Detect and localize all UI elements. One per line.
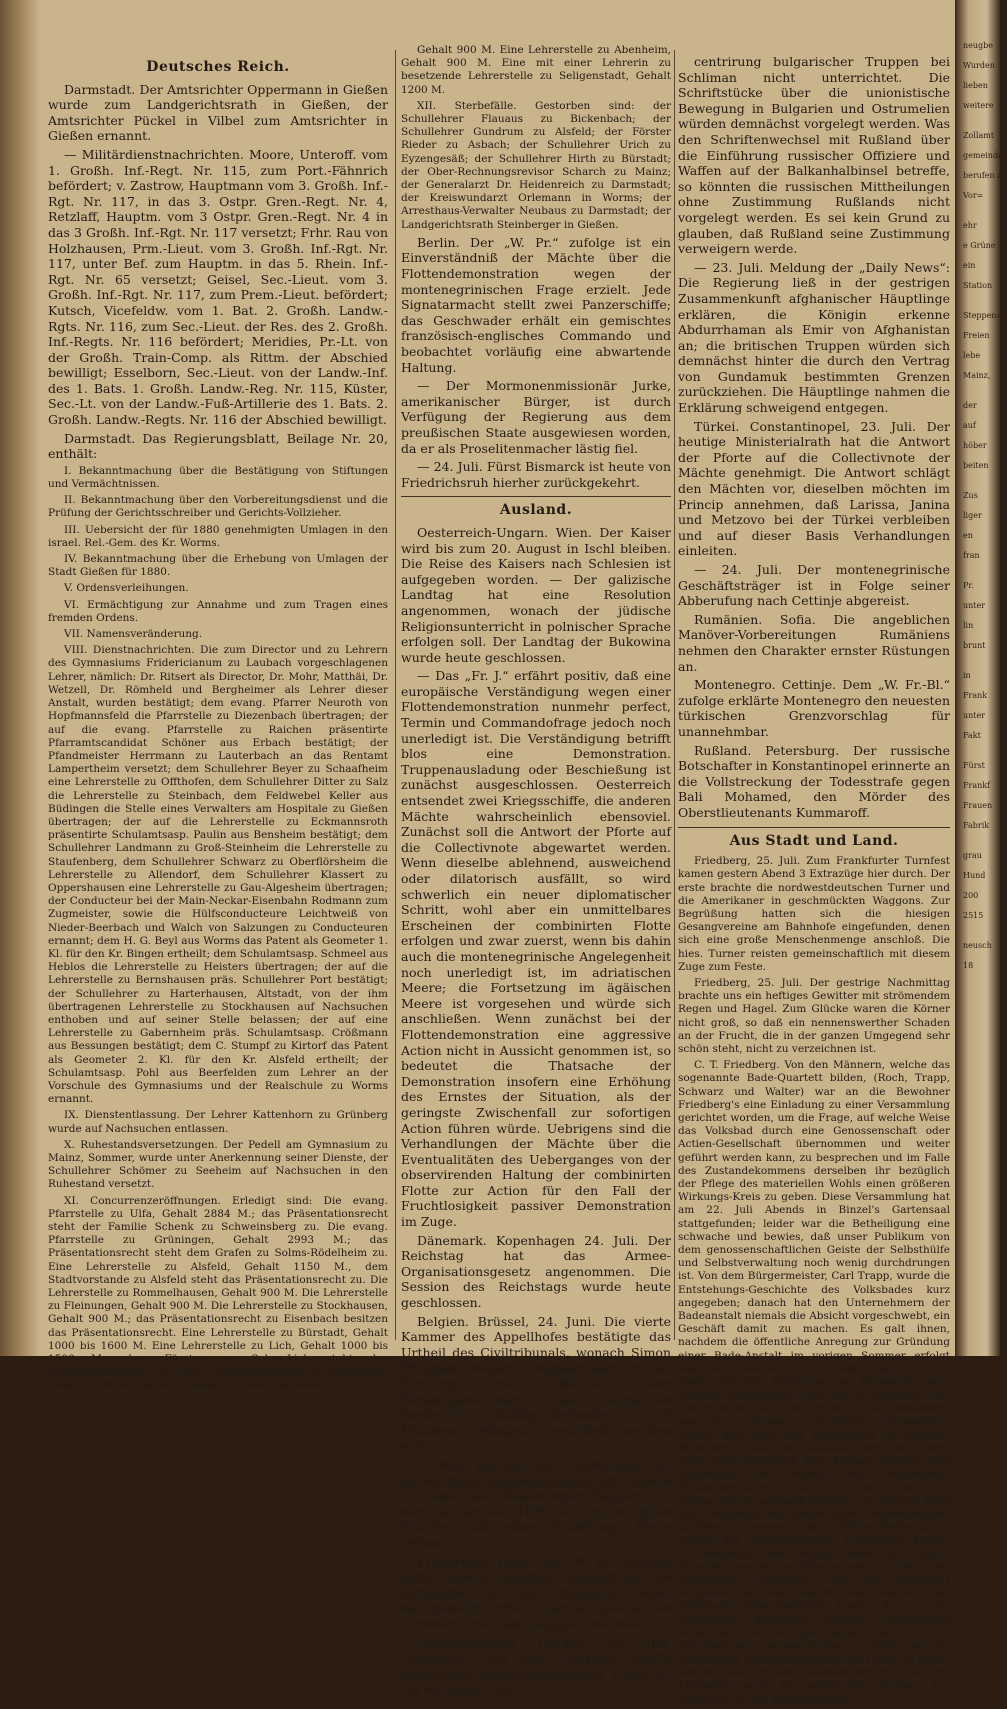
edge-strip-fragment: grau: [963, 851, 982, 860]
notice-item: XII. Sterbefälle. Gestorben sind: der Schullehrer Flauaus zu Bickenbach; der Schullehrer Gundrum zu Alsfeld; der Förster Rieder zu Asbach; der Schullehrer Urich zu Eyzengesäß; der Schullehrer Hirth zu Bürstadt; der Ober-Rechnungsrevisor Scharch zu Mainz; der Generalarzt Dr. Heidenreich zu Darmstadt; der Kreiswundarzt Orlemann in Worms; der Arresthaus-Verwalter Neubaus zu Darmstadt; der Landgerichtsrath Steinberger in Gießen.: [401, 99, 671, 231]
edge-strip-fragment: Mainz,: [963, 371, 991, 380]
article-paragraph: Berlin. Der „W. Pr.“ zufolge ist ein Einverständniß der Mächte über die Flottendemonstration wegen der montenegrinischen Frage erzielt. Jede Signatarmacht stellt zwei Panzerschiffe; das Geschwader erhält ein gemischtes französisch-englisches Commando und beobachtet vorläufig eine abwartende Haltung.: [401, 234, 671, 375]
article-paragraph: Frankreich. Paris. Der „W. Pr.“ zufolge hätte General Bourbaki unlängst um die Aufnahme in das russische Heer nachgesucht, erhielt aber aus politischen Gründen einen abschlägigen Bescheid.: [401, 1553, 671, 1631]
article-paragraph: centrirung bulgarischer Truppen bei Schliman nicht unterrichtet. Die Schriftstücke über die unionistische Bewegung in Bulgarien und Ostrumelien würden demnächst vorgelegt werden. Was den Schriftenwechsel mit Rußland über die Einführung russischer Offiziere und Waffen auf der Balkanhalbinsel betreffe, so könnten die russischen Mittheilungen ohne Zustimmung Rußlands nicht vorgelegt werden. Es sei kein Grund zu glauben, daß Rußland seine Zustimmung verweigern werde.: [678, 54, 950, 257]
edge-strip-fragment: Zollamt: [963, 131, 995, 140]
article-paragraph: — Militärdienstnachrichten. Moore, Unteroff. vom 1. Großh. Inf.-Regt. Nr. 115, zum Port.-Fähnrich befördert; v. Zastrow, Hauptmann vom 3. Großh. Inf.-Rgt. Nr. 117, in das 3. Ostpr. Gren.-Regt. Nr. 4, Retzlaff, Hauptm. vom 3 Ostpr. Gren.-Regt. Nr. 4 in das 3 Großh. Inf.-Rgt. Nr. 117 versetzt; Frhr. Rau von Holzhausen, Prm.-Lieut. vom 3. Großh. Inf.-Rgt. Nr. 117, unter Bef. zum Hauptm. in das 5. Rhein. Inf.-Rgt. Nr. 65 versetzt; Geisel, Sec.-Lieut. vom 3. Großh. Inf.-Rgt. Nr. 117, zum Prem.-Lieut. befördert; Kutsch, Vicefeldw. vom 1. Bat. 2. Großh. Landw.-Rgts. Nr. 116, zum Sec.-Lieut. der Res. des 2. Großh. Inf.-Regts. Nr. 116 befördert; Meridies, Pr.-Lt. von der Großh. Train-Comp. als Rittm. der Abschied bewilligt; Esselborn, Sec.-Lieut. von der Landw.-Inf. des 1. Bats. 1. Großh. Landw.-Reg. Nr. 115, Küster, Sec.-Lt. von der Landw.-Fuß-Artillerie des 1. Bats. 2. Großh. Landw.-Regts. Nr. 116 der Abschied bewilligt.: [48, 146, 388, 428]
edge-strip-fragment: weitere: [963, 101, 994, 110]
edge-strip-fragment: 18: [963, 961, 974, 970]
local-news-item: C. T. Friedberg. Von den Männern, welche das sogenannte Bade-Quartett bilden, (Roch, Trapp, Schwarz und Walter) war an die Bewohner Friedberg's eine Einladung zu einer Versammlung gerichtet worden, um die Frage, auf welche Weise das Volksbad durch eine Genossenschaft oder Actien-Gesellschaft übernommen und weiter geführt werden kann, zu besprechen und im Falle des Zustandekommens derselben ihr bezüglich der Pflege des materiellen Wohls einen größeren Wirkungs-Kreis zu geben. Diese Versammlung hat am 22. Juli Abends in Binzel's Gartensaal stattgefunden; leider war die Betheiligung eine schwache und bewies, daß unser Publikum von dem genossenschaftlichen Geiste der Selbsthülfe und Selbstverwaltung noch wenig durchdrungen ist. Von dem Bürgermeister, Carl Trapp, wurde die Entstehungs-Geschichte des Volksbades kurz angegeben; danach hat den Unternehmern der Badeanstalt niemals die Absicht vorgeschwebt, ein Geschäft damit zu machen. Es galt ihnen, nachdem die öffentliche Anregung zur Gründung einer Bade-Anstalt im vorigen Sommer erfolgt war, rasch eine solche zu schaffen und nicht die beste Zeit mit Abhaltung von Versammlungen, Statuten-Berathungen und dgl. zu verlieren. Das Unternehmen hat seine Probezeit gut bestanden; wie von G. Schwarz mit Ziffern nachgewiesen wurde, gibt auch ihre Rentabilität zu keinerlei Bedenken Anlaß. Das Volksbad wird ihm jedem Jahre mehr Bedürfniß aller Klassen werden; eine Steigerung der hieraus sich ergebenden Einnahmen wird die natürliche Folge sein. — G. Ermus gibt zu erwägen anheim, ob nicht im Falle der Gründung der projektirten Genossenschaft größeres Interesse und größere Betheiligung seitens der Einwohnerschaft Friedberg's hierfür zu erwarten sein würde, wenn der Zweck derselben weiter gegriffen würde. Nachdem der Vorsitzende hervorhob, daß ein derartiges Vorgehen mit der Absicht der Besitzer des Volksbades übereinstimme, fanden die von Dr. Weckerling gestellten Anträge einstimmige Annahme. Die Anträge gehen dahin, 1) in Friedberg eine Genossenschaft zur Förderung der öffentlichen Gesundheitspflege ins Leben zu rufen, welche zunächst das Volksbad erwirbt und ihre Thätigkeit nach der erwähnten Richtung hin erweitert; 2) den gegenwärtigen: [678, 1059, 950, 1705]
article-paragraph: Großbritannien. London, 23. Juli. Unterhaus. Auf eine Anfrage Wolff's antwortete Unterstaatssecretär Dilke, er sei von einer Con-: [401, 1634, 671, 1697]
edge-strip-fragment: gemeinde: [963, 151, 1003, 160]
notice-item: V. Ordensverleihungen.: [64, 582, 189, 595]
notice-item: II. Bekanntmachung über den Vorbereitungsdienst und die Prüfung der Gerichtsschreiber und Gerichts-Vollzieher.: [48, 494, 388, 520]
article-paragraph: — 24. Juli. Der montenegrinische Geschäftsträger ist in Folge seiner Abberufung nach Cettinje abgereist.: [678, 562, 950, 609]
page-gutter-shadow: [0, 0, 40, 1356]
section-rule: [678, 827, 950, 828]
article-paragraph: Oesterreich-Ungarn. Wien. Der Kaiser wird bis zum 20. August in Ischl bleiben. Die Reise des Kaisers nach Schlesien ist aufgegeben worden. — Der galizische Landtag hat eine Resolution angenommen, wonach der jüdische Religionsunterricht in polnischer Sprache erfolgen soll. Der Landtag der Bukowina wurde heute geschlossen.: [401, 524, 671, 665]
article-paragraph: Belgien. Brüssel, 24. Juni. Die vierte Kammer des Appellhofes bestätigte das Urtheil des Civiltribunals, wonach Simon Philippart wegen Irregularitäten in der Führung der Bücher und Börsenoperationen des einfachen Bankerots schuldig befunden, zu 6 Monaten Gefängniß verurtheilt worden war.: [401, 1313, 671, 1454]
edge-strip-fragment: liger: [963, 511, 982, 520]
notice-item: VII. Namensveränderung.: [64, 628, 203, 641]
edge-strip-fragment: Freien: [963, 331, 990, 340]
edge-strip-fragment: lin: [963, 621, 974, 630]
edge-strip-fragment: Frankf: [963, 781, 991, 790]
edge-strip-fragment: Steppen=: [963, 311, 1004, 320]
edge-strip-fragment: Fabrik: [963, 821, 990, 830]
edge-strip-fragment: Fürst: [963, 761, 985, 770]
notice-item: VI. Ermächtigung zur Annahme und zum Tragen eines fremden Ordens.: [48, 598, 388, 624]
section-heading: Deutsches Reich.: [146, 59, 290, 75]
column-3: [678, 54, 950, 1709]
edge-strip-fragment: ein: [963, 261, 976, 270]
column-divider: [674, 50, 675, 1340]
edge-strip-fragment: ehr: [963, 221, 977, 230]
edge-strip-fragment: e Grüne: [963, 241, 996, 250]
notice-item: Gehalt 900 M. Eine Lehrerstelle zu Abenheim, Gehalt 900 M. Eine mit einer Lehrerin zu besetzende Lehrerstelle zu Seligenstadt, Gehalt 1200 M.: [401, 44, 671, 96]
column-1: [48, 56, 388, 1396]
edge-strip-fragment: Frauen: [963, 801, 993, 810]
article-paragraph: Rumänien. Sofia. Die angeblichen Manöver-Vorbereitungen Rumäniens nehmen den Charakter ernster Rüstungen an.: [678, 611, 950, 674]
notice-item: III. Uebersicht der für 1880 genehmigten Umlagen in den israel. Rel.-Gem. des Kr. Worms.: [48, 523, 388, 549]
article-paragraph: Montenegro. Cettinje. Dem „W. Fr.-Bl.“ zufolge erklärte Montenegro den neuesten türkischen Grenzvorschlag für unannehmbar.: [678, 677, 950, 739]
edge-strip-fragment: en: [963, 531, 973, 540]
edge-strip-fragment: der: [963, 401, 977, 410]
edge-strip-fragment: unter: [963, 601, 986, 610]
edge-strip-fragment: unter: [963, 711, 986, 720]
edge-strip-fragment: in: [963, 671, 971, 680]
section-heading: Ausland.: [499, 502, 573, 519]
section-heading: Aus Stadt und Land.: [729, 832, 899, 849]
edge-strip-fragment: Pr.: [963, 581, 974, 590]
edge-strip-fragment: auf: [963, 421, 976, 430]
article-paragraph: — Man bereitet im Ministerium der auswärtigen Angelegenheiten ein Exposé vor über alle Beziehungen Belgiens zu dem Vatican seit 1830 bis zum erfolgten Bruche, mit einer Einleitung Frere Orbans.: [401, 1456, 671, 1550]
local-news-item: Friedberg, 25. Juli. Der gestrige Nachmittag brachte uns ein heftiges Gewitter mit strömendem Regen und Hagel. Zum Glücke waren die Körner nicht groß, so daß ein nennenswerther Schaden an der Frucht, die in der ganzen Umgegend sehr schön steht, nicht zu verzeichnen ist.: [678, 976, 950, 1055]
local-news-item: Friedberg, 25. Juli. Zum Frankfurter Turnfest kamen gestern Abend 3 Extrazüge hier durch. Der erste brachte die nordwestdeutschen Turner und die Amerikaner in geschmückten Waggons. Zur Begrüßung hatten sich die hiesigen Gesangvereine am Bahnhofe eingefunden, denen sich eine große Menschenmenge anschloß. Die hies. Turner reisten gemeinschaftlich mit diesem Zuge zum Feste.: [678, 855, 950, 973]
article-paragraph: Türkei. Constantinopel, 23. Juli. Der heutige Ministerialrath hat die Antwort der Pforte auf die Collectivnote der Mächte genehmigt. Die Antwort schlägt den Mächten vor, dieselben möchten im Princip annehmen, daß Larissa, Janina und Metzovo bei der Türkei verbleiben und auf dieser Basis Verhandlungen einleiten.: [678, 418, 950, 559]
edge-strip-fragment: brunt: [963, 641, 986, 650]
edge-strip-fragment: höber: [963, 441, 987, 450]
edge-strip-fragment: berufen zu: [963, 171, 1007, 180]
article-paragraph: — 24. Juli. Fürst Bismarck ist heute von Friedrichsruh hierher zurückgekehrt.: [401, 459, 671, 490]
edge-strip-fragment: beiten: [963, 461, 989, 470]
edge-strip-fragment: lebe: [963, 351, 981, 360]
column-divider: [395, 50, 396, 1340]
column-2: [401, 44, 671, 1700]
article-paragraph: — Das „Fr. J.“ erfährt positiv, daß eine europäische Verständigung wegen einer Flottendemonstration nunmehr perfect, Termin und Commandofrage jedoch noch unerledigt ist. Die Verständigung betrifft blos eine Demonstration. Truppenausladung oder Beschießung ist zunächst ausgeschlossen. Oesterreich entsendet zwei Kriegsschiffe, die anderen Mächte wahrscheinlich ebensoviel. Zunächst soll die Antwort der Pforte auf die Collectivnote abgewartet werden. Wenn dieselbe ablehnend, ausweichend oder dilatorisch ausfällt, so wird schwerlich ein neuer diplomatischer Schritt, wohl aber ein unmittelbares Erscheinen der combinirten Flotte erfolgen und zwar zuerst, wenn bis dahin auch die montenegrinische Angelegenheit noch unerledigt ist, im adriatischen Meere; die Fortsetzung im ägäischen Meere ist vorgesehen und würde sich anschließen. Wenn zunächst bei der Flottendemonstration eine aggressive Action nicht in Aussicht genommen ist, so bedeutet die Thatsache der Demonstration insofern eine Erhöhung des Ernstes der Situation, als der geringste Zwischenfall zur sofortigen Action führen würde. Uebrigens sind die Verhandlungen der Mächte über die Eventualitäten des Ueberganges von der observirenden Haltung der combinirten Flotte zur Action für den Fall der Fruchtlosigkeit passiver Demonstration im Zuge.: [401, 668, 671, 1230]
edge-strip-fragment: Zus: [963, 491, 978, 500]
article-paragraph: — 23. Juli. Meldung der „Daily News“: Die Regierung ließ in der gestrigen Zusammenkunft afghanischer Häuptlinge erklären, die Königin erkenne Abdurrhaman als Emir von Afghanistan an; die britischen Truppen würden sich demnächst hinter die durch den Vertrag von Gundamuk bestimmten Grenzen zurückziehen. Die Häuptlinge nahmen die Erklärung schweigend entgegen.: [678, 259, 950, 416]
edge-strip-fragment: Vor=: [963, 191, 984, 200]
article-paragraph: Rußland. Petersburg. Der russische Botschafter in Konstantinopel erinnerte an die Vollstreckung der Todesstrafe gegen Bali Mohamed, den Mörder des Oberstlieutenants Kummaroff.: [678, 742, 950, 820]
article-paragraph: Darmstadt. Das Regierungsblatt, Beilage Nr. 20, enthält:: [48, 430, 388, 462]
notice-item: XI. Concurrenzeröffnungen. Erledigt sind: Die evang. Pfarrstelle zu Ulfa, Gehalt 2884 M.; das Präsentationsrecht steht der Familie Schenk zu Schweinsberg zu. Die evang. Pfarrstelle zu Grüningen, Gehalt 2993 M.; das Präsentationsrecht steht dem Grafen zu Solms-Rödelheim zu. Eine Lehrerstelle zu Alsfeld, Gehalt 1150 M., dem Stadtvorstande zu Alsfeld steht das Präsentationsrecht zu. Die Lehrerstelle zu Rommelhausen, Gehalt 900 M. Die Lehrerstelle zu Fleinungen, Gehalt 900 M. Die Lehrerstelle zu Stockhausen, Gehalt 900 M.; das Präsentationsrecht zu Eisenbach besitzen das Präsentationsrecht. Eine Lehrerstelle zu Bürstadt, Gehalt 1000 bis 1600 M. Eine Lehrerstelle zu Lich, Gehalt 1000 bis 1500 M.; dem Fürsten zu Solms-Lich steht das Präsentationsrecht zu. Eine Lehrerinnenstelle zu Viernheim, Gehalt 1000 M. Die Lehrerstelle zu Ober-Laudenbach,: [48, 1194, 388, 1392]
notice-item: I. Bekanntmachung über die Bestätigung von Stiftungen und Vermächtnissen.: [48, 464, 388, 491]
section-rule: [401, 496, 671, 497]
edge-strip-fragment: Station: [963, 281, 993, 290]
edge-strip-fragment: Fakt: [963, 731, 981, 740]
notice-item: X. Ruhestandsversetzungen. Der Pedell am Gymnasium zu Mainz, Sommer, wurde unter Anerkennung seiner Dienste, der Schullehrer Schömer zu Seeheim auf Nachsuchen in den Ruhestand versetzt.: [48, 1138, 388, 1191]
edge-strip-fragment: Frank: [963, 691, 988, 700]
article-paragraph: Darmstadt. Der Amtsrichter Oppermann in Gießen wurde zum Landgerichtsrath in Gießen, der Amtsrichter Pückel in Vilbel zum Amtsrichter in Gießen ernannt.: [48, 81, 388, 144]
article-paragraph: — Der Mormonenmissionär Jurke, amerikanischer Bürger, ist durch Verfügung der Regierung aus dem preußischen Staate ausgewiesen worden, da er als Proselitenmacher lästig fiel.: [401, 378, 671, 456]
edge-strip-fragment: Hund: [963, 871, 986, 880]
notice-item: VIII. Dienstnachrichten. Die zum Director und zu Lehrern des Gymnasiums Fridericianum zu Laubach vorgeschlagenen Lehrer, nämlich: Dr. Ritsert als Director, Dr. Mohr, Matthäi, Dr. Wetzell, Dr. Römheld und Bergheimer als Lehrer dieser Anstalt, wurden bestätigt; dem evang. Pfarrer Neuroth von Hopfmannsfeld die Pfarrstelle zu Diezenbach übertragen; der auf die evang. Pfarrstelle zu Raichen präsentirte Pfarramtscandidat Schöner aus Erbach bestätigt; der Pfandmeister Herrmann zu Lauterbach an das Rentamt Lampertheim versetzt; dem Schullehrer Beyer zu Schaafheim eine Lehrerstelle zu Offthofen, dem Schullehrer Ditter zu Salz die Lehrerstelle zu Steinbach, dem Feldwebel Keller aus Büdingen die Stelle eines Verwalters am Hospitale zu Gießen übertragen; der auf die Lehrerstelle zu Eckmannsroth präsentirte Schulamtsasp. Paulin aus Bensheim bestätigt; dem Schullehrer Landmann zu Groß-Steinheim die Lehrerstelle zu Staufenberg, dem Schullehrer Schwarz zu Oberflörsheim die Lehrerstelle zu Allendorf, dem Schullehrer Klassert zu Oppershausen eine Lehrerstelle zu Gau-Algesheim übertragen; der Conducteur bei der Main-Neckar-Eisenbahn Rodmann zum Zugmeister, sowie die Hülfsconducteure Leichtweiß von Nieder-Beerbach und Walch von Salzungen zu Conducteuren ernannt; dem H. G. Beyl aus Worms das Patent als Geometer 1. Kl. für den Kr. Bingen ertheilt; dem Schulamtsasp. Schmeel aus Heblos die Lehrerstelle zu Heisters übertragen; der auf die Lehrerstelle zu Bernshausen präs. Schullehrer Port bestätigt; der Schullehrer zu Harterhausen, Altstadt, von der ihm übertragenen Lehrerstelle zu Stockhausen auf Nachsuchen enthoben und auf seiner Stelle belassen; der auf eine Lehrerstelle zu Gabernheim präs. Schulamtsasp. Crößmann aus Bessungen bestätigt; dem C. Stumpf zu Kirtorf das Patent als Geometer 2. Kl. für den Kr. Alsfeld ertheilt; der Schulamtsasp. Pohl aus Beerfelden zum Lehrer an der Vorschule des Gymnasiums und der Realschule zu Worms ernannt.: [48, 644, 388, 1106]
notice-item: IV. Bekanntmachung über die Erhebung von Umlagen der Stadt Gießen für 1880.: [48, 553, 388, 579]
notice-item: IX. Dienstentlassung. Der Lehrer Kattenhorn zu Grünberg wurde auf Nachsuchen entlassen.: [48, 1109, 388, 1135]
edge-strip-fragment: 200: [963, 891, 979, 900]
adjacent-page-edge: [955, 0, 1007, 1356]
edge-strip-fragment: neugbe: [963, 41, 994, 50]
edge-strip-fragment: Wurden: [963, 61, 995, 70]
edge-strip-fragment: lieben: [963, 81, 988, 90]
article-paragraph: Dänemark. Kopenhagen 24. Juli. Der Reichstag hat das Armee-Organisationsgesetz angenommen. Die Session des Reichstags wurde heute geschlossen.: [401, 1232, 671, 1311]
edge-strip-fragment: neusch: [963, 941, 992, 950]
edge-strip-fragment: 2515: [963, 911, 984, 920]
edge-strip-fragment: fran: [963, 551, 980, 560]
